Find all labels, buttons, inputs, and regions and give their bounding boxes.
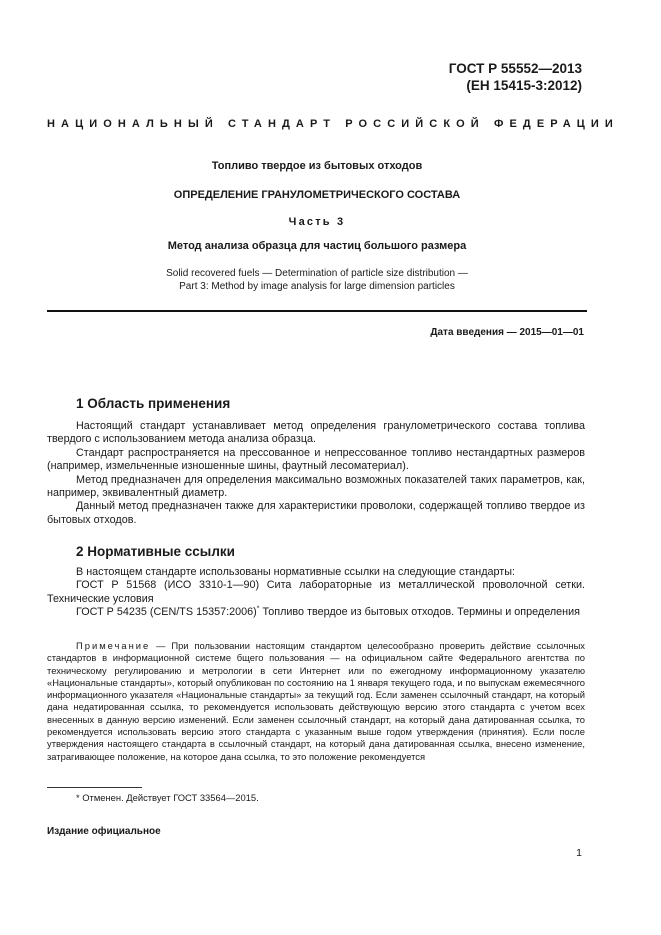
note-text: — При пользовании настоящим стандартом целесообразно проверить действие ссылочных стандартов в информационной системе бщего пользования — на официальном сайте Федерального агентства по техническому регулированию и метрологии в сети Интернет или по ежегодному информационному указателю «Национальные стандарты», который опубликован по состоянию на 1 января текущего года, и по выпускам ежемесячного информационного указателя «Национальные стандарты» за текущий год. Если заменен ссылочный стандарт, на который дана недатированная ссылка, то рекомендуется использовать действующую версию этого стандарта с учетом всех внесенных в данную версию изменений. Если заменен ссылочный стандарт, на который дана датированная ссылка, то рекомендуется использовать версию этого стандарта с указанным выше годом утверждения (принятия). Если после утверждения настоящего стандарта в ссылочный стандарт, на который дана датированная ссылка, внесено изменение, затрагивающее положение, на которое дана ссылка, то это положение рекомендуется — [47, 640, 585, 762]
standard-number: ГОСТ Р 55552—2013 — [448, 61, 582, 76]
section-2-heading: 2 Нормативные ссылки — [76, 544, 235, 559]
footnote-marker: * — [256, 605, 260, 613]
page-number: 1 — [576, 847, 582, 859]
english-title — [47, 267, 587, 293]
title-line-3: Метод анализа образца для частиц большого размера — [167, 240, 467, 252]
section-1-heading: 1 Область применения — [76, 396, 231, 411]
note-label: Примечание — [76, 640, 151, 651]
national-standard-banner: НАЦИОНАЛЬНЫЙ СТАНДАРТ РОССИЙСКОЙ ФЕДЕРАЦИИ — [47, 118, 619, 130]
section-1-paragraph: Метод предназначен для определения максимально возможных показателей таких параметров, как, например, эквивалентный диаметр. — [47, 473, 585, 500]
reference-gost-54235-code: ГОСТ Р 54235 (CEN/TS 15357:2006) — [76, 606, 257, 619]
title-line-2: ОПРЕДЕЛЕНИЕ ГРАНУЛОМЕТРИЧЕСКОГО СОСТАВА — [173, 189, 461, 201]
footnote-divider — [47, 787, 142, 788]
reference-gost-51568: ГОСТ Р 51568 (ИСО 3310-1—90) Сита лабораторные из металлической проволочной сетки. Технические условия — [47, 579, 585, 605]
footnote: * Отменен. Действует ГОСТ 33564—2015. — [76, 792, 259, 803]
section-2-paragraph: В настоящем стандарте использованы нормативные ссылки на следующие стандарты: — [76, 566, 515, 578]
section-1-paragraph: Данный метод предназначен также для характеристики проволоки, содержащей топливо твердое из бытовых отходов. — [47, 500, 585, 526]
reference-gost-54235-title: Топливо твердое из бытовых отходов. Термины и определения — [259, 606, 581, 619]
official-edition-label: Издание официальное — [47, 826, 161, 837]
standard-header — [449, 60, 582, 94]
note-block — [47, 640, 585, 763]
title-part: Часть 3 — [288, 216, 346, 228]
reference-gost-54235 — [47, 606, 585, 619]
introduction-date: Дата введения — 2015—01—01 — [430, 327, 584, 338]
title-line-1: Топливо твердое из бытовых отходов — [211, 160, 423, 172]
title-divider — [47, 310, 587, 312]
section-2-body — [47, 566, 585, 620]
section-1-paragraph: Стандарт распространяется на прессованное и непрессованное топливо нестандартных размеров (например, измельченные изношенные шины, фаутный лесоматериал). — [47, 446, 585, 473]
standard-en-number: (ЕН 15415-3:2012) — [466, 78, 582, 93]
english-title-1: Solid recovered fuels — Determination of particle size distribution — — [166, 268, 468, 279]
english-title-2: Part 3: Method by image analysis for large dimension particles — [179, 281, 455, 292]
section-1-body — [47, 420, 585, 527]
section-1-paragraph: Настоящий стандарт устанавливает метод определения гранулометрического состава топлива твердого с использованием метода анализа образца. — [47, 420, 585, 446]
